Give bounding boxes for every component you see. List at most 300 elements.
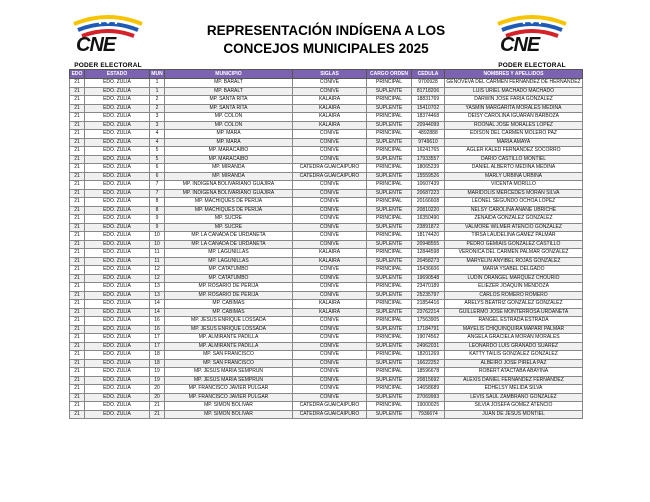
table-cell: 19000025 <box>412 402 445 411</box>
table-cell: 19 <box>150 368 165 377</box>
table-cell: RANGEL ESTRADA ESTRADA <box>445 317 583 326</box>
table-cell: KALAIRA <box>293 104 367 113</box>
table-cell: 21 <box>70 291 85 300</box>
table-row <box>70 283 583 292</box>
table-cell: 18201269 <box>412 351 445 360</box>
table-cell: MP. MARACAIBO <box>165 147 293 156</box>
table-cell: EDO. ZULIA <box>85 113 150 122</box>
table-cell: 21 <box>70 308 85 317</box>
table-cell: LEVIS SAUL ZAMBRANO GONZALEZ <box>445 393 583 402</box>
table-cell: NELSY CAROLINA ANANE UBRICHE <box>445 206 583 215</box>
table-cell: MP. CABIMAS <box>165 308 293 317</box>
cne-logo-left <box>64 14 152 70</box>
table-cell: 20810220 <box>412 206 445 215</box>
table-cell: SUPLENTE <box>367 376 412 385</box>
table-row <box>70 402 583 411</box>
table-cell: 20 <box>150 393 165 402</box>
table-cell: MP. ALMIRANTE PADILLA <box>165 334 293 343</box>
table-cell: CATEDRA GUAICAIPURO <box>293 172 367 181</box>
table-row <box>70 223 583 232</box>
table-cell: PRINCIPAL <box>367 164 412 173</box>
table-row <box>70 155 583 164</box>
representatives-table <box>69 69 583 419</box>
table-cell: 15559526 <box>412 172 445 181</box>
table-cell: ROONAL JOSE MORALES LOPEZ <box>445 121 583 130</box>
table-row <box>70 79 583 88</box>
table-cell: PRINCIPAL <box>367 79 412 88</box>
table-cell: 5 <box>150 155 165 164</box>
column-header: SIGLAS <box>293 70 367 79</box>
table-cell: PRINCIPAL <box>367 181 412 190</box>
table-cell: 18 <box>150 351 165 360</box>
table-cell: EDO. ZULIA <box>85 232 150 241</box>
logo-word: CNE <box>76 34 116 56</box>
table-cell: 24962031 <box>412 342 445 351</box>
table-cell: CONIVE <box>293 325 367 334</box>
table-cell: 4 <box>150 138 165 147</box>
table-row <box>70 257 583 266</box>
table-cell: 21 <box>70 189 85 198</box>
table-cell: SUPLENTE <box>367 257 412 266</box>
table-cell: 21 <box>70 393 85 402</box>
table-cell: KALAIRA <box>293 96 367 105</box>
table-cell: EDO. ZULIA <box>85 368 150 377</box>
table-cell: MP. JESUS MARIA SEMPRUN <box>165 368 293 377</box>
cne-logo-right <box>488 14 576 70</box>
table-cell: MP. COLON <box>165 113 293 122</box>
table-cell: EDO. ZULIA <box>85 291 150 300</box>
table-cell: YASMIN MARGARITA MORALES MEDINA <box>445 104 583 113</box>
table-cell: CATEDRA GUAICAIPURO <box>293 410 367 419</box>
table-row <box>70 206 583 215</box>
table-cell: 13 <box>150 283 165 292</box>
table-row <box>70 385 583 394</box>
table-cell: 21 <box>70 385 85 394</box>
table-row <box>70 138 583 147</box>
table-row <box>70 104 583 113</box>
table-cell: VALMORE WILMER ATENCIO GONZALEZ <box>445 223 583 232</box>
table-cell: 20 <box>150 385 165 394</box>
table-row <box>70 325 583 334</box>
table-cell: EDO. ZULIA <box>85 206 150 215</box>
table-cell: MP. ROSARIO DE PERIJA <box>165 283 293 292</box>
table-cell: VERONICA DEL CARMEN PALMAR GONZALEZ <box>445 249 583 258</box>
table-cell: 2 <box>150 96 165 105</box>
table-cell: MP. MARA <box>165 130 293 139</box>
table-cell: GUILLERMO JOSE MONTERROSA URDANETA <box>445 308 583 317</box>
table-cell: EDO. ZULIA <box>85 223 150 232</box>
table-cell: LUIS URIEL MACHADO MACHADO <box>445 87 583 96</box>
table-cell: PRINCIPAL <box>367 351 412 360</box>
table-cell: 9700928 <box>412 79 445 88</box>
table-row <box>70 393 583 402</box>
table-cell: SUPLENTE <box>367 308 412 317</box>
table-cell: KATTY TAILIS GONZALEZ GONZALEZ <box>445 351 583 360</box>
table-cell: 18374468 <box>412 113 445 122</box>
table-cell: MP. ALMIRANTE PADILLA <box>165 342 293 351</box>
table-cell: CONIVE <box>293 368 367 377</box>
table-cell: MARLY URBINA URBINA <box>445 172 583 181</box>
table-cell: PRINCIPAL <box>367 300 412 309</box>
table-cell: CONIVE <box>293 359 367 368</box>
table-cell: 21 <box>70 376 85 385</box>
table-cell: 3 <box>150 113 165 122</box>
table-row <box>70 410 583 419</box>
table-cell: MP. MACHIQUES DE PERIJA <box>165 206 293 215</box>
table-cell: CATEDRA GUAICAIPURO <box>293 402 367 411</box>
table-cell: MP. SUCRE <box>165 223 293 232</box>
table-cell: 16 <box>150 317 165 326</box>
table-cell: EDO. ZULIA <box>85 172 150 181</box>
table-cell: CONIVE <box>293 87 367 96</box>
table-cell: SILVIA JOSEFA GOMEZ ATENCIO <box>445 402 583 411</box>
table-cell: ROBERT ATACTABA ABAYINA <box>445 368 583 377</box>
table-row <box>70 164 583 173</box>
table-cell: MP. ROSARIO DE PERIJA <box>165 291 293 300</box>
logo-caption: PODER ELECTORAL <box>498 62 566 69</box>
table-row <box>70 249 583 258</box>
table-row <box>70 87 583 96</box>
table-cell: 17933557 <box>412 155 445 164</box>
table-cell: 7936674 <box>412 410 445 419</box>
table-cell: 10607439 <box>412 181 445 190</box>
table-cell: EDO. ZULIA <box>85 300 150 309</box>
table-row <box>70 266 583 275</box>
table-cell: MP. JESUS ENRIQUE LOSSADA <box>165 317 293 326</box>
table-cell: EDO. ZULIA <box>85 121 150 130</box>
column-header: NOMBRES Y APELLIDOS <box>445 70 583 79</box>
table-cell: SUPLENTE <box>367 393 412 402</box>
table-cell: 21 <box>70 130 85 139</box>
table-cell: 21 <box>70 266 85 275</box>
table-cell: 16 <box>150 325 165 334</box>
table-cell: MP. LA CAÑADA DE URDANETA <box>165 232 293 241</box>
table-cell: PRINCIPAL <box>367 283 412 292</box>
table-cell: SUPLENTE <box>367 121 412 130</box>
table-cell: 21 <box>70 232 85 241</box>
title-line-1: REPRESENTACIÓN INDÍGENA A LOS <box>206 23 446 38</box>
table-cell: DANIEL ALBERTO MEDINA MEDINA <box>445 164 583 173</box>
table-cell: PRINCIPAL <box>367 385 412 394</box>
table-row <box>70 240 583 249</box>
table-cell: MP. CABIMAS <box>165 300 293 309</box>
table-cell: 25235797 <box>412 291 445 300</box>
table-cell: 6 <box>150 164 165 173</box>
table-cell: SUPLENTE <box>367 206 412 215</box>
table-cell: 21 <box>70 172 85 181</box>
table-cell: 21 <box>70 283 85 292</box>
table-cell: 21 <box>70 351 85 360</box>
table-cell: SUPLENTE <box>367 291 412 300</box>
table-cell: 7 <box>150 181 165 190</box>
table-cell: ZENAIDA GONZALEZ GONZALEZ <box>445 215 583 224</box>
table-cell: SUPLENTE <box>367 410 412 419</box>
table-cell: 21 <box>70 368 85 377</box>
table-cell: LEONEL SEGUNDO OCHOA LOPEZ <box>445 198 583 207</box>
table-cell: 21854416 <box>412 300 445 309</box>
table-cell: LUDIN ORANGEL MARQUEZ CHOURIO <box>445 274 583 283</box>
table-cell: EDO. ZULIA <box>85 96 150 105</box>
table-cell: CONIVE <box>293 240 367 249</box>
table-cell: SUPLENTE <box>367 189 412 198</box>
table-cell: MP. CATATUMBO <box>165 274 293 283</box>
table-cell: 13 <box>150 291 165 300</box>
table-cell: 16241765 <box>412 147 445 156</box>
table-cell: KALAIRA <box>293 249 367 258</box>
table-cell: CONIVE <box>293 189 367 198</box>
table-row <box>70 113 583 122</box>
table-row <box>70 334 583 343</box>
table-cell: 12 <box>150 266 165 275</box>
table-cell: EDO. ZULIA <box>85 342 150 351</box>
table-cell: 21 <box>150 410 165 419</box>
table-cell: MP. JESUS MARIA SEMPRUN <box>165 376 293 385</box>
table-cell: MP. INDIGENA BOLIVARIANO GUAJIRA <box>165 189 293 198</box>
table-cell: CONIVE <box>293 317 367 326</box>
table-cell: MP. SANTA RITA <box>165 96 293 105</box>
table-row <box>70 368 583 377</box>
table-row <box>70 215 583 224</box>
table-cell: AGLER KALED FERNANDEZ SOCORRO <box>445 147 583 156</box>
table-cell: EDO. ZULIA <box>85 334 150 343</box>
table-row <box>70 291 583 300</box>
table-cell: 12844598 <box>412 249 445 258</box>
table-cell: EDO. ZULIA <box>85 274 150 283</box>
table-cell: MP. BARALT <box>165 87 293 96</box>
table-cell: 19074562 <box>412 334 445 343</box>
table-cell: CONIVE <box>293 79 367 88</box>
table-cell: CONIVE <box>293 138 367 147</box>
table-cell: 7 <box>150 189 165 198</box>
table-cell: 14 <box>150 300 165 309</box>
table-cell: EDO. ZULIA <box>85 351 150 360</box>
table-cell: 12 <box>150 274 165 283</box>
table-cell: MP. MIRANDA <box>165 164 293 173</box>
table-body <box>70 79 583 419</box>
table-cell: MP. MIRANDA <box>165 172 293 181</box>
table-row <box>70 342 583 351</box>
table-cell: EDO. ZULIA <box>85 215 150 224</box>
table-cell: MP. LAGUNILLAS <box>165 257 293 266</box>
table-cell: 18065239 <box>412 164 445 173</box>
table-cell: 9 <box>150 215 165 224</box>
table-cell: EDO. ZULIA <box>85 283 150 292</box>
table-cell: 3 <box>150 121 165 130</box>
table-cell: 1 <box>150 87 165 96</box>
table-cell: 11 <box>150 257 165 266</box>
table-row <box>70 130 583 139</box>
table-cell: PEDRO GEMIAIS GONZALEZ CASTILLO <box>445 240 583 249</box>
table-cell: PRINCIPAL <box>367 198 412 207</box>
table-cell: 21 <box>70 223 85 232</box>
table-cell: CONIVE <box>293 232 367 241</box>
table-cell: KALAIRA <box>293 300 367 309</box>
table-cell: PRINCIPAL <box>367 215 412 224</box>
table-cell: 21 <box>70 300 85 309</box>
table-cell: PRINCIPAL <box>367 317 412 326</box>
table-cell: LEONARDO LUIS GRANADO SUAREZ <box>445 342 583 351</box>
table-cell: CONIVE <box>293 334 367 343</box>
table-cell: CONIVE <box>293 283 367 292</box>
table-cell: EDISON DEL CARMEN MOLERO PAZ <box>445 130 583 139</box>
table-cell: CONIVE <box>293 155 367 164</box>
table-cell: 21 <box>70 87 85 96</box>
table-cell: EDO. ZULIA <box>85 198 150 207</box>
table-cell: CONIVE <box>293 147 367 156</box>
table-header-row <box>70 70 583 79</box>
table-row <box>70 198 583 207</box>
table-cell: 10 <box>150 240 165 249</box>
table-cell: 4892888 <box>412 130 445 139</box>
table-cell: PRINCIPAL <box>367 249 412 258</box>
table-cell: 20944099 <box>412 121 445 130</box>
table-cell: MP. FRANCISCO JAVIER PULGAR <box>165 385 293 394</box>
table-cell: MARYELIN ANYIBEL ROJAS GONZALEZ <box>445 257 583 266</box>
table-cell: EDO. ZULIA <box>85 257 150 266</box>
table-cell: 21 <box>70 257 85 266</box>
table-cell: CONIVE <box>293 385 367 394</box>
table-cell: 6 <box>150 172 165 181</box>
table-cell: KALAIRA <box>293 308 367 317</box>
table-cell: 21 <box>70 164 85 173</box>
table-cell: 21 <box>70 334 85 343</box>
table-cell: 19690548 <box>412 274 445 283</box>
table-cell: CONIVE <box>293 351 367 360</box>
table-cell: 8 <box>150 198 165 207</box>
table-cell: PRINCIPAL <box>367 130 412 139</box>
table-cell: 21 <box>150 402 165 411</box>
table-row <box>70 376 583 385</box>
table-cell: MP. LA CAÑADA DE URDANETA <box>165 240 293 249</box>
column-header: MUN <box>151 71 163 77</box>
table-cell: EDO. ZULIA <box>85 79 150 88</box>
table-cell: EDO. ZULIA <box>85 249 150 258</box>
table-cell: CONIVE <box>293 291 367 300</box>
table-cell: SUPLENTE <box>367 342 412 351</box>
table-row <box>70 172 583 181</box>
table-cell: 21 <box>70 317 85 326</box>
table-cell: 2 <box>150 104 165 113</box>
table-cell: ALEXIS DANIEL FERNANDEZ FERNANDEZ <box>445 376 583 385</box>
table-cell: 9 <box>150 223 165 232</box>
table-cell: PRINCIPAL <box>367 147 412 156</box>
table-cell: 11 <box>150 249 165 258</box>
table-cell: SUPLENTE <box>367 240 412 249</box>
table-cell: 21 <box>70 104 85 113</box>
logo-caption: PODER ELECTORAL <box>74 62 142 69</box>
table-cell: 19 <box>150 376 165 385</box>
table-cell: 18 <box>150 359 165 368</box>
table-cell: 21 <box>70 274 85 283</box>
table-row <box>70 308 583 317</box>
column-header: EDO <box>70 70 85 79</box>
table-cell: 21 <box>70 147 85 156</box>
table-cell: ELIEZER JOAQUIN MENDOZA <box>445 283 583 292</box>
table-cell: PRINCIPAL <box>367 113 412 122</box>
table-cell: CARLOS ROMERO ROMERO <box>445 291 583 300</box>
table-cell: 21 <box>70 342 85 351</box>
table-cell: 4 <box>150 130 165 139</box>
table-cell: 23891872 <box>412 223 445 232</box>
table-cell: EDO. ZULIA <box>85 87 150 96</box>
table-cell: 21 <box>70 113 85 122</box>
table-cell: EDO. ZULIA <box>85 376 150 385</box>
column-header: ESTADO <box>85 70 150 79</box>
table-cell: 17 <box>150 342 165 351</box>
table-cell: MP. SANTA RITA <box>165 104 293 113</box>
table-cell: EDO. ZULIA <box>85 393 150 402</box>
table-row <box>70 189 583 198</box>
table-cell: 20948555 <box>412 240 445 249</box>
table-cell: EDO. ZULIA <box>85 130 150 139</box>
table-cell: PRINCIPAL <box>367 96 412 105</box>
table-cell: SUPLENTE <box>367 87 412 96</box>
table-row <box>70 317 583 326</box>
table-cell: CONIVE <box>293 376 367 385</box>
table-row <box>70 274 583 283</box>
table-cell: PRINCIPAL <box>367 402 412 411</box>
column-header: CARGO ORDEN <box>367 70 412 79</box>
table-cell: EDO. ZULIA <box>85 147 150 156</box>
table-row <box>70 147 583 156</box>
table-cell: 17184791 <box>412 325 445 334</box>
table-cell: 20815692 <box>412 376 445 385</box>
table-cell: EDO. ZULIA <box>85 266 150 275</box>
table-cell: CONIVE <box>293 198 367 207</box>
table-cell: EDO. ZULIA <box>85 189 150 198</box>
table-cell: MP. FRANCISCO JAVIER PULGAR <box>165 393 293 402</box>
table-cell: 21 <box>70 198 85 207</box>
table-cell: JUAN DE JESUS MONTIEL <box>445 410 583 419</box>
table-cell: SUPLENTE <box>367 138 412 147</box>
table-cell: ANGELA GRACIELA MORAN MORALES <box>445 334 583 343</box>
table-cell: MP. SIMON BOLIVAR <box>165 402 293 411</box>
table-cell: 18174420 <box>412 232 445 241</box>
table-cell: 21 <box>70 410 85 419</box>
table-cell: 21 <box>70 155 85 164</box>
table-cell: SUPLENTE <box>367 155 412 164</box>
table-cell: ALBEIRO JOSE PIRELA PAZ <box>445 359 583 368</box>
table-cell: DARIO CASTILLO MONTIEL <box>445 155 583 164</box>
column-header: CEDULA <box>412 70 445 79</box>
table-cell: MP. LAGUNILLAS <box>165 249 293 258</box>
table-cell: SUPLENTE <box>367 223 412 232</box>
table-cell: VICENTA MORILLO <box>445 181 583 190</box>
table-cell: CATEDRA GUAICAIPURO <box>293 164 367 173</box>
table-cell: KALAIRA <box>293 257 367 266</box>
table-cell: 21 <box>70 215 85 224</box>
table-cell: 27069993 <box>412 393 445 402</box>
table-cell: SUPLENTE <box>367 274 412 283</box>
table-cell: MP. JESUS ENRIQUE LOSSADA <box>165 325 293 334</box>
table-cell: EDO. ZULIA <box>85 385 150 394</box>
table-cell: 21 <box>70 181 85 190</box>
table-row <box>70 351 583 360</box>
table-cell: 17563905 <box>412 317 445 326</box>
table-row <box>70 121 583 130</box>
table-cell: 21 <box>70 240 85 249</box>
table-cell: CONIVE <box>293 274 367 283</box>
table-row <box>70 181 583 190</box>
table-cell: EDO. ZULIA <box>85 164 150 173</box>
table-cell: 21 <box>70 249 85 258</box>
table-cell: DEISY CAROLINA IGUARAN BARBOZA <box>445 113 583 122</box>
table-cell: GENOVEVA DEL CARMEN FERNANDEZ DE HERNANDEZ <box>446 79 581 86</box>
table-cell: MARIA AMAYA <box>445 138 583 147</box>
table-cell: KALAIRA <box>293 113 367 122</box>
table-cell: PRINCIPAL <box>367 334 412 343</box>
table-cell: 8 <box>150 206 165 215</box>
